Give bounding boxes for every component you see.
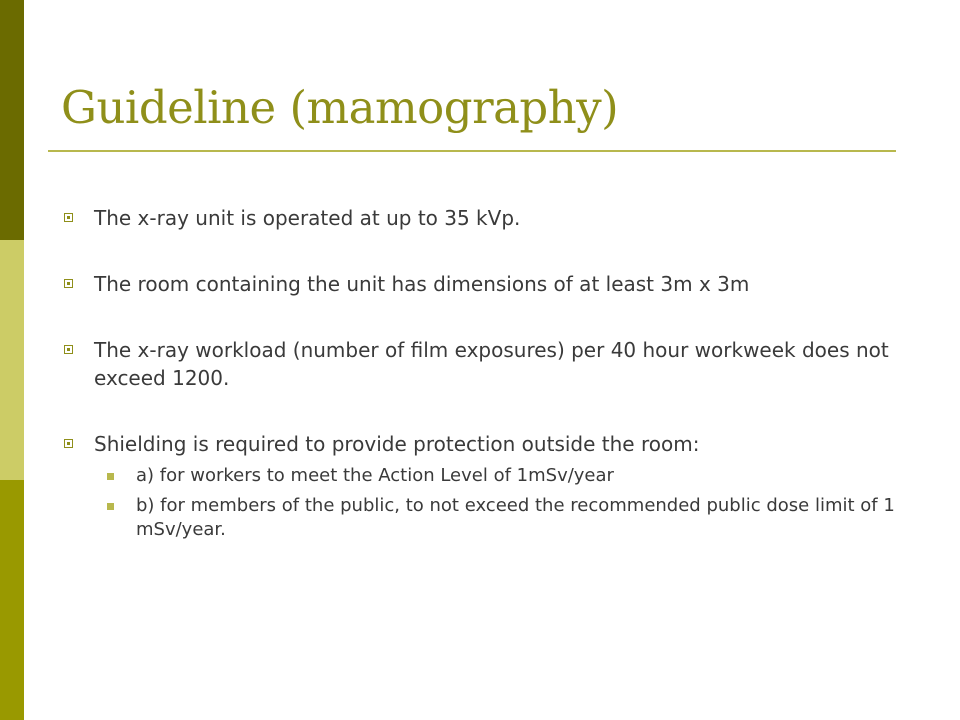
bullet-item: [60, 336, 920, 392]
sub-bullet-list: [94, 464, 920, 542]
sub-bullet-icon: [107, 473, 114, 480]
bullet-item: [60, 430, 920, 542]
left-bar-bottom: [0, 480, 24, 720]
square-bullet-icon: [64, 439, 73, 448]
bullet-list: [60, 204, 920, 548]
left-bar-top: [0, 0, 24, 240]
sub-bullet-text: b) for members of the public, to not exceed the recommended public dose limit of 1 mSv/year.: [136, 495, 895, 540]
square-bullet-icon: [64, 279, 73, 288]
left-bar-middle: [0, 240, 24, 480]
title-divider: [48, 150, 896, 152]
bullet-item: [60, 204, 920, 232]
bullet-text: The x-ray workload (number of film exposures) per 40 hour workweek does not exceed 1200.: [94, 338, 889, 390]
bullet-text: The room containing the unit has dimensions of at least 3m x 3m: [94, 272, 750, 296]
square-bullet-icon: [64, 345, 73, 354]
square-bullet-icon: [64, 213, 73, 222]
bullet-text: The x-ray unit is operated at up to 35 kVp.: [94, 206, 521, 230]
slide-title: Guideline (mamography): [61, 81, 619, 134]
bullet-text: Shielding is required to provide protection outside the room:: [94, 432, 700, 456]
sub-bullet-item: [94, 464, 920, 488]
sub-bullet-text: a) for workers to meet the Action Level of 1mSv/year: [136, 465, 614, 486]
sub-bullet-icon: [107, 503, 114, 510]
sub-bullet-item: [94, 494, 920, 542]
bullet-item: [60, 270, 920, 298]
